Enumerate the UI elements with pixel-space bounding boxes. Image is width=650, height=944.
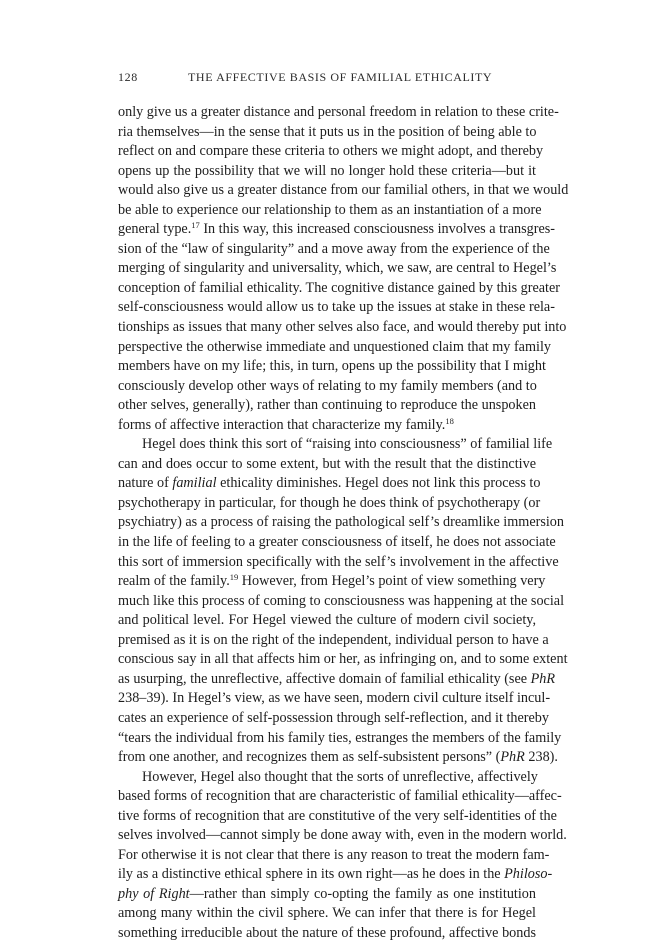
italic-term: familial xyxy=(172,475,217,492)
text-line: tionships as issues that many other selves also face, and would thereby put into xyxy=(118,319,567,336)
running-title: THE AFFECTIVE BASIS OF FAMILIAL ETHICALITY xyxy=(188,70,493,84)
text-line: other selves, generally), rather than continuing to reproduce the unspoken xyxy=(118,397,536,414)
text-line: only give us a greater distance and personal freedom in relation to these crite- xyxy=(118,104,559,120)
text-line: in the life of feeling to a greater consciousness of itself, he does not associate xyxy=(118,534,556,551)
text-line: members have on my life; this, in turn, opens up the possibility that I might xyxy=(118,358,546,375)
text-line: 238–39). In Hegel’s view, as we have seen, modern civil culture itself incul- xyxy=(118,690,551,707)
text-line: phy of Right—rather than simply co-opting the family as one institution xyxy=(118,885,536,902)
text-line: selves involved—cannot simply be done away with, even in the modern world. xyxy=(118,827,567,844)
text-line: conception of familial ethicality. The cognitive distance gained by this greater xyxy=(118,279,561,296)
text-line: nature of familial ethicality diminishes. Hegel does not link this process to xyxy=(118,475,541,492)
text-line: consciously develop other ways of relating to my family members (and to xyxy=(118,377,537,394)
italic-title: Philoso- xyxy=(504,866,553,883)
text-line: conscious say in all that affects him or her, as infringing on, and to some extent xyxy=(118,651,568,668)
text-line: merging of singularity and universality, which, we saw, are central to Hegel’s xyxy=(118,260,557,277)
text-line: general type.$^{17}$ In this way, this increased consciousness involves a transgres- xyxy=(118,220,556,238)
text-line: from one another, and recognizes them as self-subsistent persons” (PhR 238). xyxy=(118,749,558,766)
running-head xyxy=(118,70,538,85)
footnote-ref: 18 xyxy=(445,415,454,426)
text-line: reflect on and compare these criteria to others we might adopt, and thereby xyxy=(118,143,544,160)
text-line: would also give us a greater distance from our familial others, in that we would xyxy=(118,182,569,199)
text-line: realm of the family.$^{19}$ However, from Hegel’s point of view something very xyxy=(118,572,546,590)
italic-title: phy of Right xyxy=(118,885,190,902)
text-line: something irreducible about the nature of these profound, affective bonds xyxy=(118,924,536,941)
text-line: premised as it is on the right of the independent, individual person to have a xyxy=(118,631,549,648)
text-line: ria themselves—in the sense that it puts us in the position of being able to xyxy=(118,123,537,140)
text-line: much like this process of coming to consciousness was happening at the social xyxy=(118,592,565,609)
italic-citation: PhR xyxy=(530,670,556,687)
text-line: “tears the individual from his family ties, estranges the members of the family xyxy=(118,729,562,746)
footnote-ref: 17 xyxy=(191,220,200,231)
text-line: based forms of recognition that are characteristic of familial ethicality—affec- xyxy=(118,788,562,805)
text-line: Hegel does think this sort of “raising into consciousness” of familial life xyxy=(142,436,553,453)
page-number: 128 xyxy=(118,70,138,84)
text-line: cates an experience of self-possession through self-reflection, and it thereby xyxy=(118,709,549,726)
body-text xyxy=(118,103,569,944)
text-line: opens up the possibility that we will no longer hold these criteria—but it xyxy=(118,162,536,179)
text-line: psychiatry) as a process of raising the pathological self’s dreamlike immersion xyxy=(118,514,564,531)
italic-citation: PhR xyxy=(500,749,525,766)
text-line: ily as a distinctive ethical sphere in its own right—as he does in the Philoso- xyxy=(118,866,553,883)
text-line: among many within the civil sphere. We can infer that there is for Hegel xyxy=(118,905,536,922)
text-line: psychotherapy in particular, for though he does think of psychotherapy (or xyxy=(118,494,541,511)
text-line: tive forms of recognition that are constitutive of the very self-identities of the xyxy=(118,807,557,824)
text-line: this sort of immersion specifically with the self’s involvement in the affective xyxy=(118,553,559,570)
text-line: sion of the “law of singularity” and a move away from the experience of the xyxy=(118,240,550,257)
footnote-ref: 19 xyxy=(229,572,239,583)
text-line: can and does occur to some extent, but with the result that the distinctive xyxy=(118,455,536,472)
text-line: For otherwise it is not clear that there is any reason to treat the modern fam- xyxy=(118,846,550,863)
text-line: be able to experience our relationship to them as an instantiation of a more xyxy=(118,201,542,218)
text-line: forms of affective interaction that characterize my family.$^{18}$ xyxy=(118,415,454,433)
text-line: self-consciousness would allow us to take up the issues at stake in these rela- xyxy=(118,299,555,316)
text-line: perspective the otherwise immediate and unquestioned claim that my family xyxy=(118,338,551,355)
text-line: and political level. For Hegel viewed the culture of modern civil society, xyxy=(118,612,536,629)
text-line: However, Hegel also thought that the sorts of unreflective, affectively xyxy=(142,768,538,785)
text-line: as usurping, the unreflective, affective domain of familial ethicality (see PhR xyxy=(118,670,556,687)
